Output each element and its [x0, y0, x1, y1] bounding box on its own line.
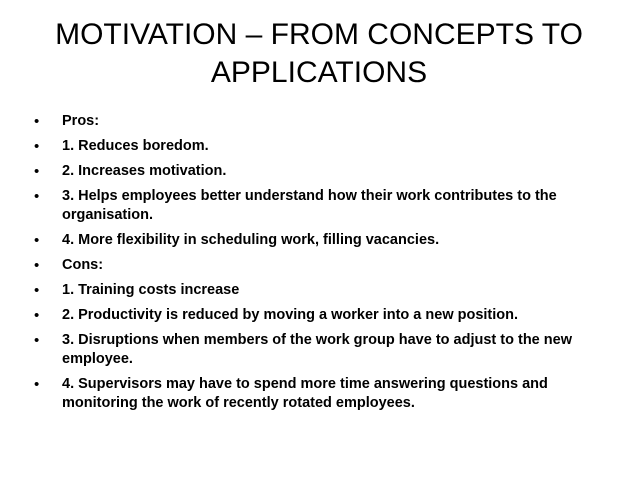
- bullet-pro-2: • 2. Increases motivation.: [34, 162, 614, 181]
- bullet-pro-3: • 3. Helps employees better understand how their work contributes to the organisation.: [34, 187, 614, 225]
- slide-title-line-2: APPLICATIONS: [210, 56, 428, 89]
- slide-title: [30, 16, 608, 92]
- bullet-list: [34, 112, 614, 419]
- bullet-con-4: • 4. Supervisors may have to spend more time answering questions and monitoring the work of recently rotated employees.: [34, 375, 614, 413]
- bullet-pros-heading: • Pros:: [34, 112, 614, 131]
- slide-title-line-1: MOTIVATION – FROM CONCEPTS TO: [55, 18, 583, 51]
- bullet-con-2: • 2. Productivity is reduced by moving a worker into a new position.: [34, 306, 614, 325]
- bullet-cons-heading: • Cons:: [34, 256, 614, 275]
- bullet-pro-1: • 1. Reduces boredom.: [34, 137, 614, 156]
- bullet-con-3: • 3. Disruptions when members of the work group have to adjust to the new employee.: [34, 331, 614, 369]
- bullet-pro-4: • 4. More flexibility in scheduling work, filling vacancies.: [34, 231, 614, 250]
- bullet-con-1: • 1. Training costs increase: [34, 281, 614, 300]
